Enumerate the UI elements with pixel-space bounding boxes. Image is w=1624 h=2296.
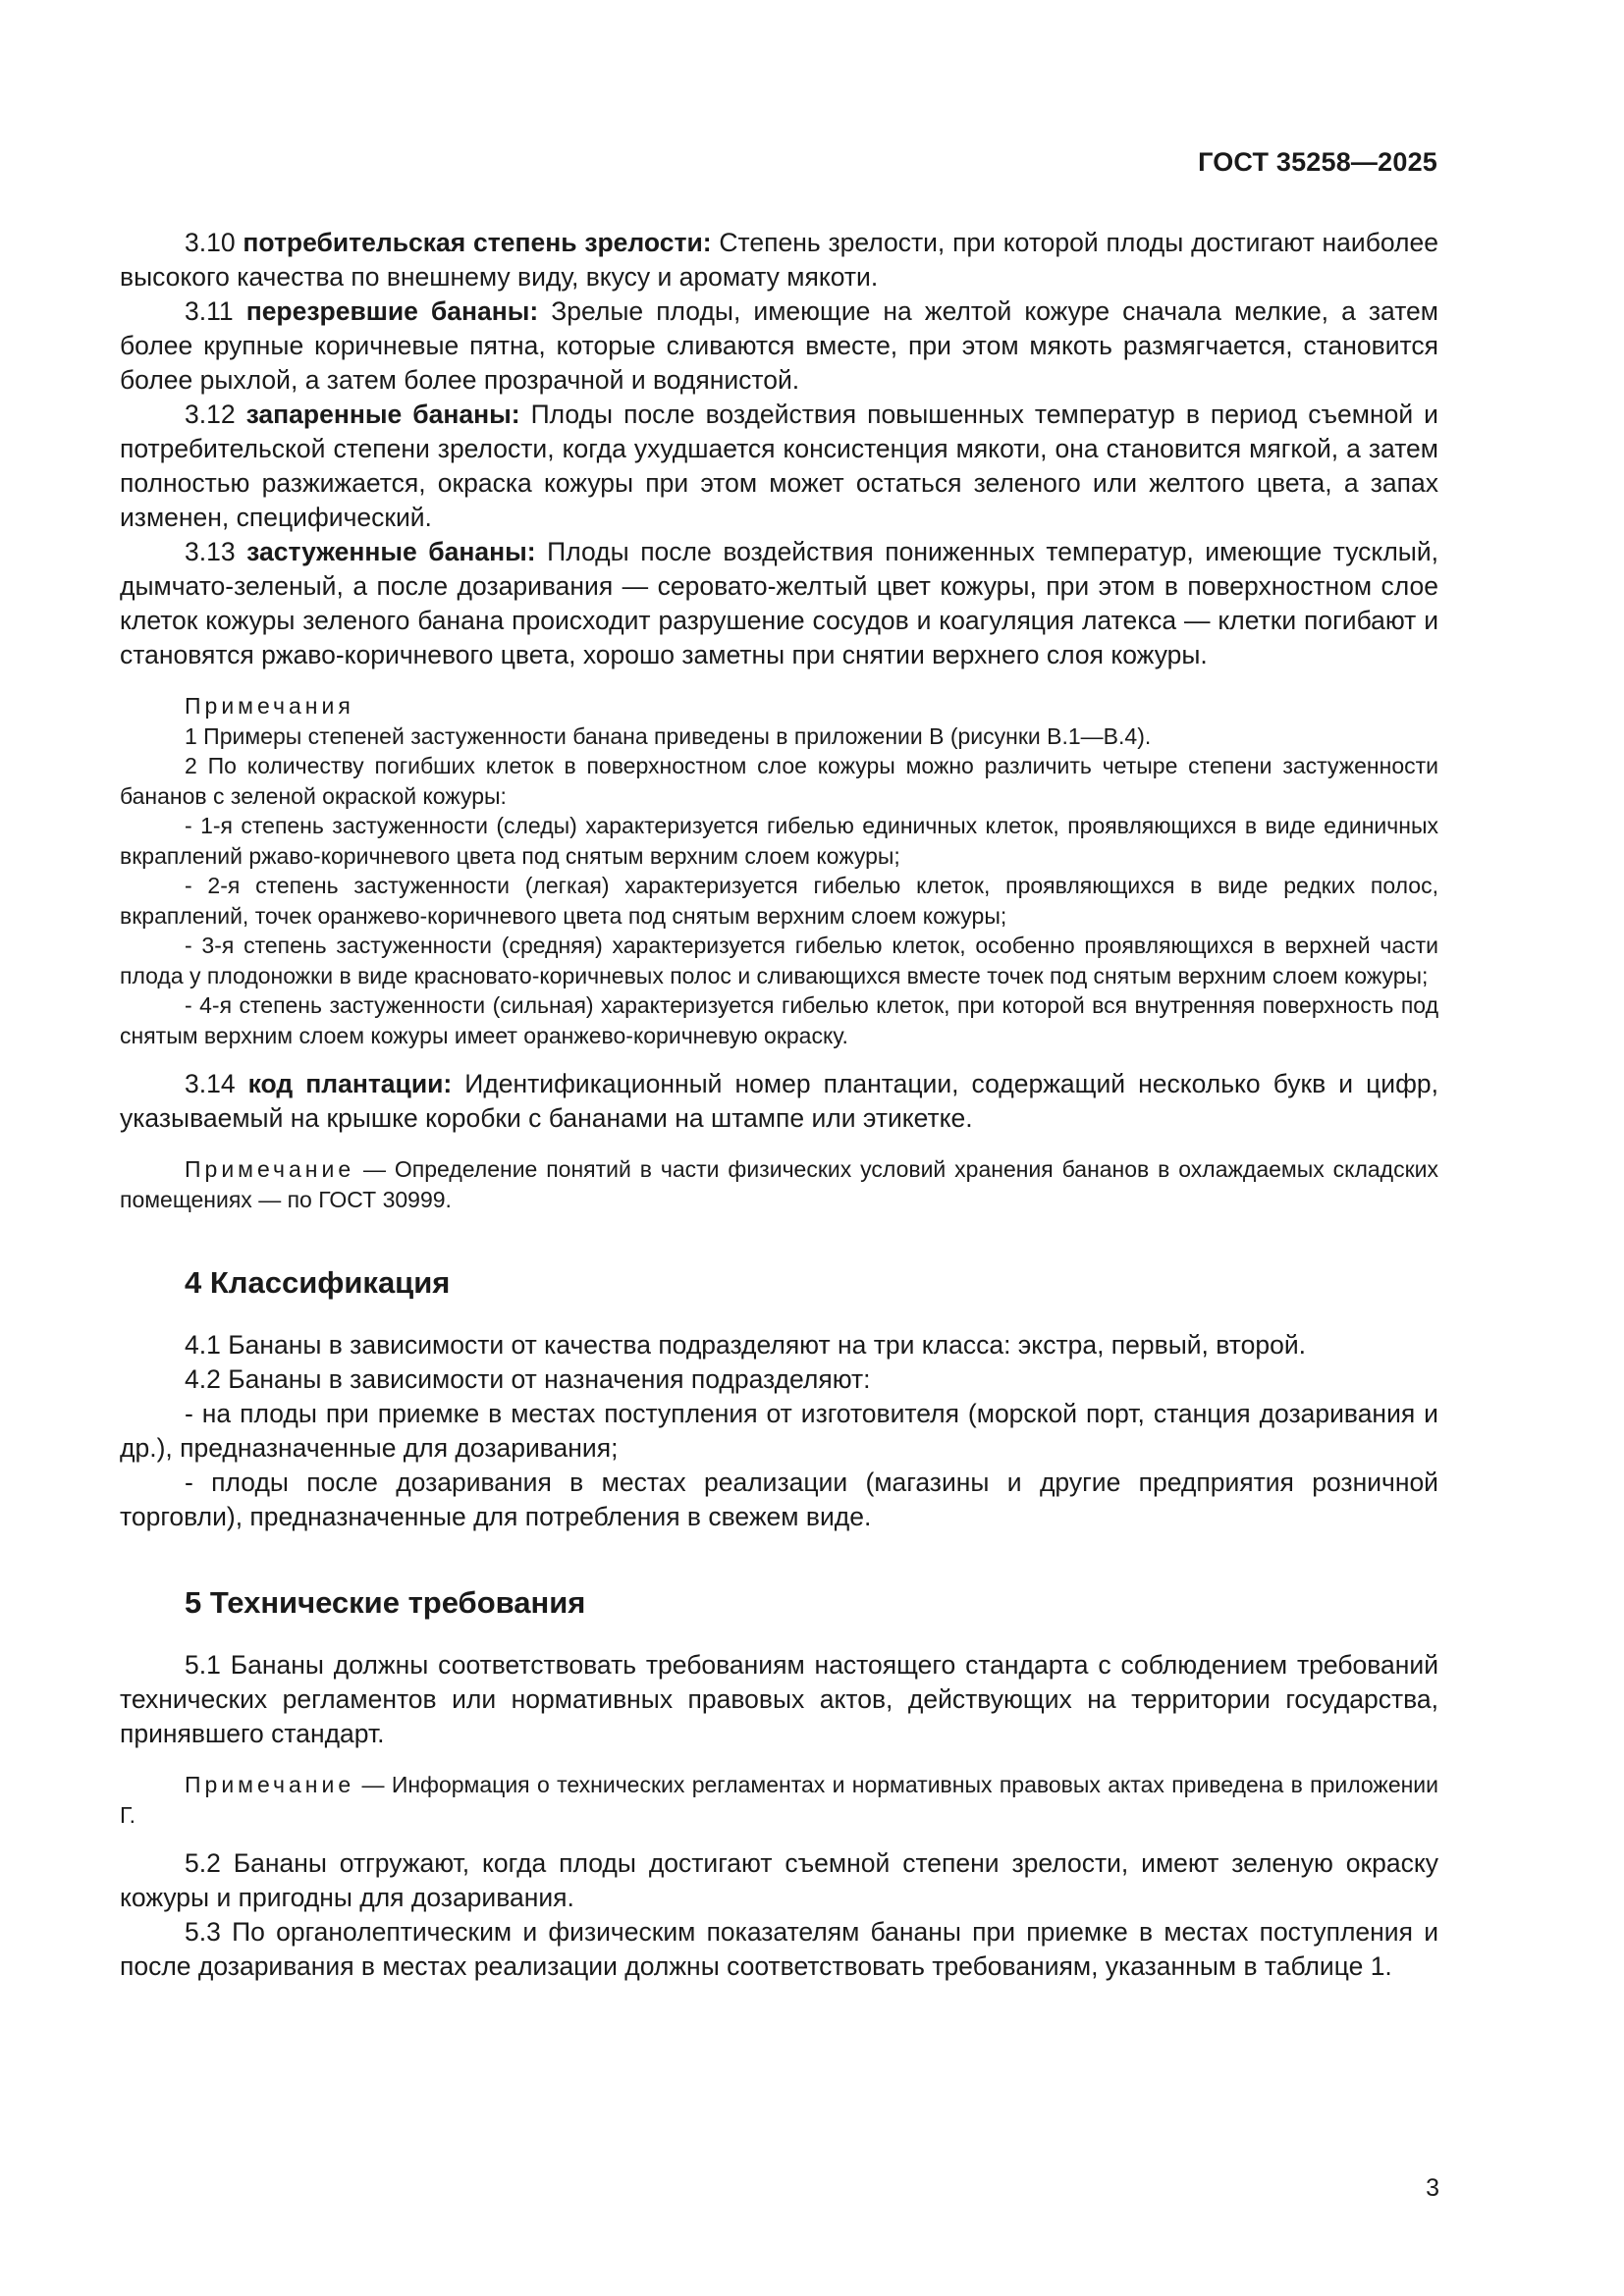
paragraph-5-2: 5.2 Бананы отгружают, когда плоды достигают съемной степени зрелости, имеют зеленую окраску кожуры и пригодны для дозаривания.	[120, 1848, 1438, 1912]
note-text: — Информация о технических регламентах и нормативных правовых актах приведена в приложении Г.	[120, 1772, 1439, 1828]
term-definition: Плоды после воздействия пониженных температур, имеющие тусклый, дымчато-зеленый, а после дозаривания — серовато-желтый цвет кожуры, при этом в поверхностном слое клеток кожуры зеленого банана происходит разрушение сосудов и коагуляция латекса — клетки погибают и становятся ржаво-коричневого цвета, хорошо заметны при снятии верхнего слоя кожуры.	[120, 537, 1438, 669]
section-4-title: 4 Классификация	[185, 1265, 451, 1300]
term-number: 3.10	[185, 228, 236, 257]
paragraph-4-1: 4.1 Бананы в зависимости от качества подразделяют на три класса: экстра, первый, второй.	[185, 1330, 1306, 1360]
paragraph-5-3: 5.3 По органолептическим и физическим показателям бананы при приемке в местах поступления и после дозаривания в местах реализации должны соответствовать требованиям, указанным в таблице 1.	[120, 1917, 1438, 1981]
term-definition: Степень зрелости, при которой плоды достигают наиболее высокого качества по внешнему виду, вкусу и аромату мякоти.	[120, 228, 1438, 292]
term-3-13	[120, 535, 1438, 672]
section-5-title: 5 Технические требования	[185, 1585, 586, 1620]
list-item: - на плоды при приемке в местах поступления от изготовителя (морской порт, станция дозаривания и др.), предназначенные для дозаривания;	[120, 1399, 1438, 1463]
note-line: - 2-я степень застуженности (легкая) характеризуется гибелью клеток, проявляющихся в виде редких полос, вкраплений, точек оранжево-коричневого цвета под снятым верхним слоем кожуры;	[120, 873, 1438, 929]
term-number: 3.14	[185, 1069, 236, 1098]
term-name: код плантации:	[247, 1069, 453, 1098]
term-3-10	[120, 226, 1438, 294]
note-line: 1 Примеры степеней застуженности банана приведены в приложении В (рисунки В.1—В.4).	[185, 722, 1152, 749]
paragraph-4-2: 4.2 Бананы в зависимости от назначения подразделяют:	[185, 1364, 871, 1394]
paragraph-5-1: 5.1 Бананы должны соответствовать требованиям настоящего стандарта с соблюдением требований технических регламентов или нормативных правовых актов, действующих на территории государства, принявшего стандарт.	[120, 1650, 1438, 1748]
term-name: застуженные бананы:	[246, 537, 536, 566]
term-definition: Плоды после воздействия повышенных температур в период съемной и потребительской степени зрелости, когда ухудшается консистенция мякоти, она становится мягкой, а затем полностью разжижается, окраска кожуры при этом может остаться зеленого или желтого цвета, а запах изменен, специфический.	[120, 400, 1438, 532]
note-3-14	[120, 1154, 1438, 1214]
note-label: Примечание	[185, 1772, 355, 1797]
term-3-14	[120, 1067, 1438, 1136]
note-label: Примечание	[185, 1156, 355, 1182]
term-number: 3.12	[185, 400, 236, 429]
note-5-1	[120, 1770, 1438, 1830]
term-3-11	[120, 294, 1438, 398]
note-line: - 1-я степень застуженности (следы) характеризуется гибелью единичных клеток, проявляющихся в виде единичных вкраплений ржаво-коричневого цвета под снятым верхним слоем кожуры;	[120, 813, 1438, 869]
term-name: перезревшие бананы:	[245, 296, 539, 326]
notes-heading: Примечания	[185, 693, 354, 719]
note-line: - 3-я степень застуженности (средняя) характеризуется гибелью клеток, особенно проявляющихся в верхней части плода у плодоножки в виде красновато-коричневых полос и сливающихся вместе точек под снятым верхним слоем кожуры;	[120, 933, 1438, 988]
document-header-id: ГОСТ 35258—2025	[1198, 147, 1437, 177]
term-number: 3.11	[185, 296, 234, 326]
note-line: 2 По количеству погибших клеток в поверхностном слое кожуры можно различить четыре степени застуженности бананов с зеленой окраской кожуры:	[120, 753, 1438, 809]
term-name: потребительская степень зрелости:	[243, 228, 712, 257]
term-definition: Идентификационный номер плантации, содержащий несколько букв и цифр, указываемый на крышке коробки с бананами на штампе или этикетке.	[120, 1069, 1438, 1133]
term-number: 3.13	[185, 537, 236, 566]
note-text: — Определение понятий в части физических условий хранения бананов в охлаждаемых складских помещениях — по ГОСТ 30999.	[120, 1156, 1438, 1212]
note-line: - 4-я степень застуженности (сильная) характеризуется гибелью клеток, при которой вся внутренняя поверхность под снятым верхним слоем кожуры имеет оранжево-коричневую окраску.	[120, 992, 1438, 1048]
notes-3-13	[120, 691, 1438, 1050]
list-item: - плоды после дозаривания в местах реализации (магазины и другие предприятия розничной торговли), предназначенные для потребления в свежем виде.	[120, 1468, 1438, 1531]
page-content	[120, 226, 1438, 1984]
page-number: 3	[1426, 2174, 1439, 2202]
term-definition: Зрелые плоды, имеющие на желтой кожуре сначала мелкие, а затем более крупные коричневые пятна, которые сливаются вместе, при этом мякоть размягчается, становится более рыхлой, а затем более прозрачной и водянистой.	[120, 296, 1438, 395]
term-name: запаренные бананы:	[245, 400, 520, 429]
term-3-12	[120, 398, 1438, 535]
